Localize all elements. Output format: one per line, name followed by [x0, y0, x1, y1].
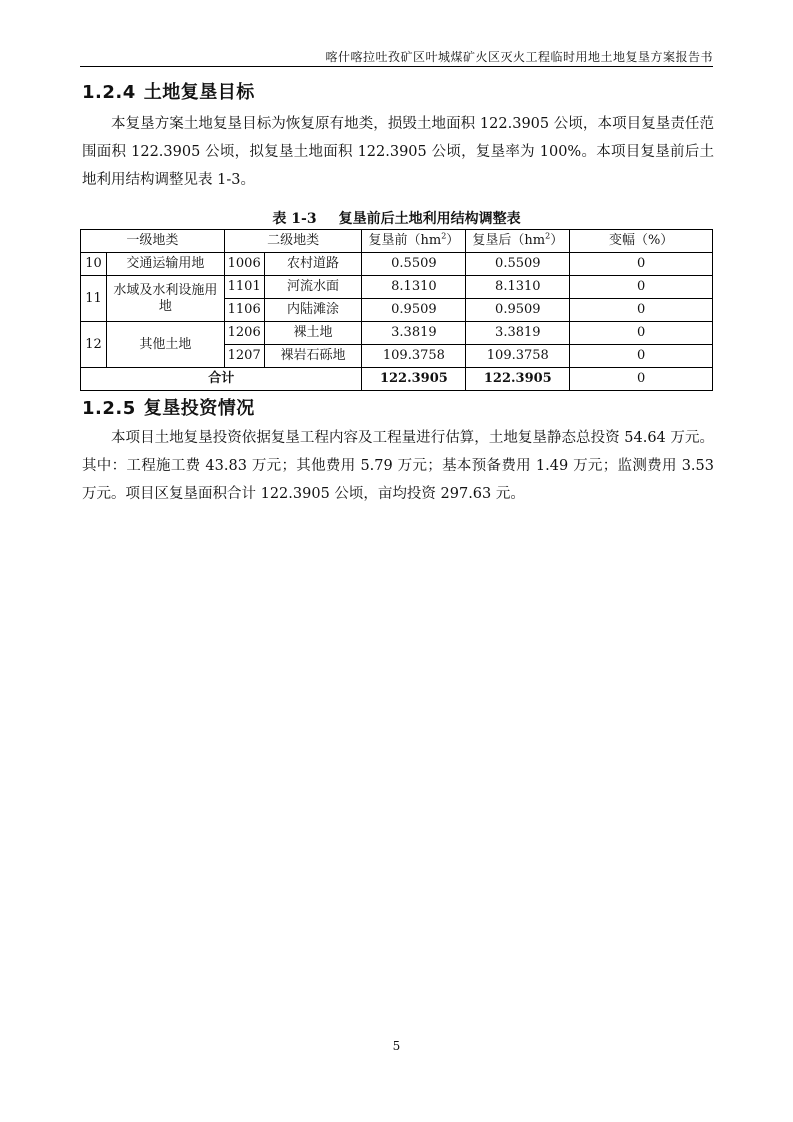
change-pct: 0	[570, 299, 713, 322]
level2-code: 1101	[224, 276, 264, 299]
header-level1: 一级地类	[81, 230, 225, 253]
level2-code: 1206	[224, 322, 264, 345]
level1-name: 其他土地	[106, 322, 224, 368]
land-use-table	[80, 229, 713, 391]
total-change: 0	[570, 368, 713, 391]
level1-name: 水域及水利设施用地	[106, 276, 224, 322]
area-after: 3.3819	[466, 322, 570, 345]
area-after: 109.3758	[466, 345, 570, 368]
header-change: 变幅（%）	[570, 230, 713, 253]
change-pct: 0	[570, 345, 713, 368]
section-heading-1-2-5	[82, 394, 255, 420]
section-number: 1.2.5	[82, 398, 136, 419]
level1-code: 12	[81, 322, 107, 368]
area-after: 0.9509	[466, 299, 570, 322]
header-before: 复垦前$(hm^2)$	[362, 230, 466, 253]
level1-name: 交通运输用地	[106, 253, 224, 276]
level2-code: 1106	[224, 299, 264, 322]
level2-name: 裸土地	[264, 322, 362, 345]
page-number: 5	[392, 1039, 401, 1053]
table-row	[81, 253, 713, 276]
table-row	[81, 276, 713, 299]
area-before: 0.9509	[362, 299, 466, 322]
level2-name: 农村道路	[264, 253, 362, 276]
table-caption	[80, 208, 713, 228]
table-caption-title: 复垦前后土地利用结构调整表	[338, 211, 521, 227]
header-level2: 二级地类	[224, 230, 362, 253]
area-after: 0.5509	[466, 253, 570, 276]
level2-name: 裸岩石砾地	[264, 345, 362, 368]
table-total-row	[81, 368, 713, 391]
level1-code: 11	[81, 276, 107, 322]
header-rule	[80, 66, 713, 67]
total-after: 122.3905	[466, 368, 570, 391]
area-before: 109.3758	[362, 345, 466, 368]
section-heading-1-2-4	[82, 78, 255, 104]
area-after: 8.1310	[466, 276, 570, 299]
running-header: 喀什喀拉吐孜矿区叶城煤矿火区灭火工程临时用地土地复垦方案报告书	[325, 50, 713, 64]
change-pct: 0	[570, 322, 713, 345]
header-after: 复垦后$(hm^2)$	[466, 230, 570, 253]
section-number: 1.2.4	[82, 82, 136, 103]
change-pct: 0	[570, 276, 713, 299]
total-before: 122.3905	[362, 368, 466, 391]
area-before: 0.5509	[362, 253, 466, 276]
total-label: 合计	[81, 368, 362, 391]
table-header-row	[81, 230, 713, 253]
level2-name: 河流水面	[264, 276, 362, 299]
area-before: 3.3819	[362, 322, 466, 345]
level2-code: 1207	[224, 345, 264, 368]
area-before: 8.1310	[362, 276, 466, 299]
section-title: 复垦投资情况	[143, 398, 255, 419]
section-1-2-5-paragraph: 本项目土地复垦投资依据复垦工程内容及工程量进行估算，土地复垦静态总投资 54.64 万元。其中：工程施工费 43.83 万元；其他费用 5.79 万元；基本预备费用 1.49 万元；监测费用 3.53 万元。项目区复垦面积合计 122.3905 公顷，亩均投资 297.63 元。	[82, 430, 714, 502]
section-title: 土地复垦目标	[143, 82, 255, 103]
section-1-2-4-paragraph: 本复垦方案土地复垦目标为恢复原有地类，损毁土地面积 122.3905 公顷，本项目复垦责任范围面积 122.3905 公顷，拟复垦土地面积 122.3905 公顷，复垦率为 100%。本项目复垦前后土地利用结构调整见表 1-3。	[82, 116, 714, 188]
change-pct: 0	[570, 253, 713, 276]
level2-code: 1006	[224, 253, 264, 276]
table-caption-number: 表 1-3	[272, 211, 317, 227]
level2-name: 内陆滩涂	[264, 299, 362, 322]
table-row	[81, 322, 713, 345]
level1-code: 10	[81, 253, 107, 276]
